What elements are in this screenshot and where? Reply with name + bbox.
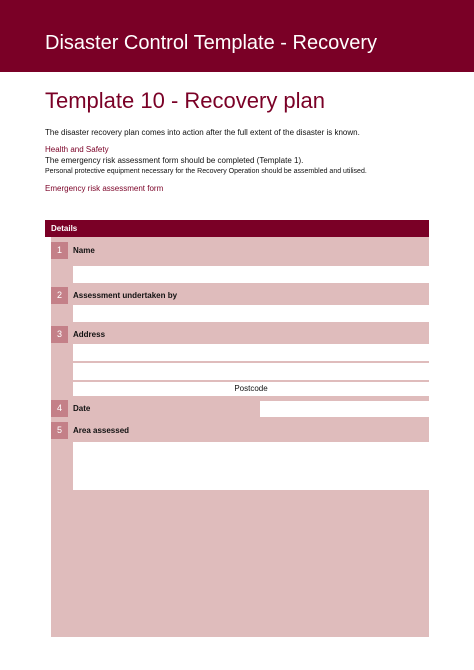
header-banner bbox=[0, 0, 474, 72]
health-safety-heading: Health and Safety bbox=[45, 145, 109, 154]
field-number-badge: 4 bbox=[51, 400, 68, 417]
form-body bbox=[51, 237, 429, 637]
area-assessed-label: Area assessed bbox=[73, 426, 130, 435]
field-number-badge: 1 bbox=[51, 242, 68, 259]
intro-text: The disaster recovery plan comes into action after the full extent of the disaster is known. bbox=[45, 128, 360, 137]
health-safety-line-1: The emergency risk assessment form should be completed (Template 1). bbox=[45, 156, 304, 165]
assessment-undertaken-by-input[interactable] bbox=[73, 305, 429, 322]
document-title: Disaster Control Template - Recovery bbox=[45, 32, 377, 54]
field-number-badge: 5 bbox=[51, 422, 68, 439]
risk-assessment-form-heading: Emergency risk assessment form bbox=[45, 184, 164, 193]
assessment-undertaken-by-label: Assessment undertaken by bbox=[73, 291, 178, 300]
form-section-header bbox=[45, 220, 429, 237]
name-label: Name bbox=[73, 246, 95, 255]
address-line-2-input[interactable] bbox=[73, 363, 429, 380]
form-section-label: Details bbox=[51, 224, 78, 233]
postcode-field[interactable] bbox=[73, 382, 429, 396]
name-input[interactable] bbox=[73, 266, 429, 283]
field-number-badge: 3 bbox=[51, 326, 68, 343]
date-input[interactable] bbox=[260, 401, 429, 417]
address-label: Address bbox=[73, 330, 106, 339]
area-assessed-textarea[interactable] bbox=[73, 442, 429, 490]
details-form bbox=[45, 220, 429, 637]
address-line-1-input[interactable] bbox=[73, 344, 429, 361]
postcode-label: Postcode bbox=[234, 384, 268, 393]
date-label: Date bbox=[73, 404, 91, 413]
field-number-badge: 2 bbox=[51, 287, 68, 304]
health-safety-line-2: Personal protective equipment necessary for the Recovery Operation should be assembled and utilised. bbox=[45, 168, 367, 175]
page-heading: Template 10 - Recovery plan bbox=[45, 88, 326, 113]
